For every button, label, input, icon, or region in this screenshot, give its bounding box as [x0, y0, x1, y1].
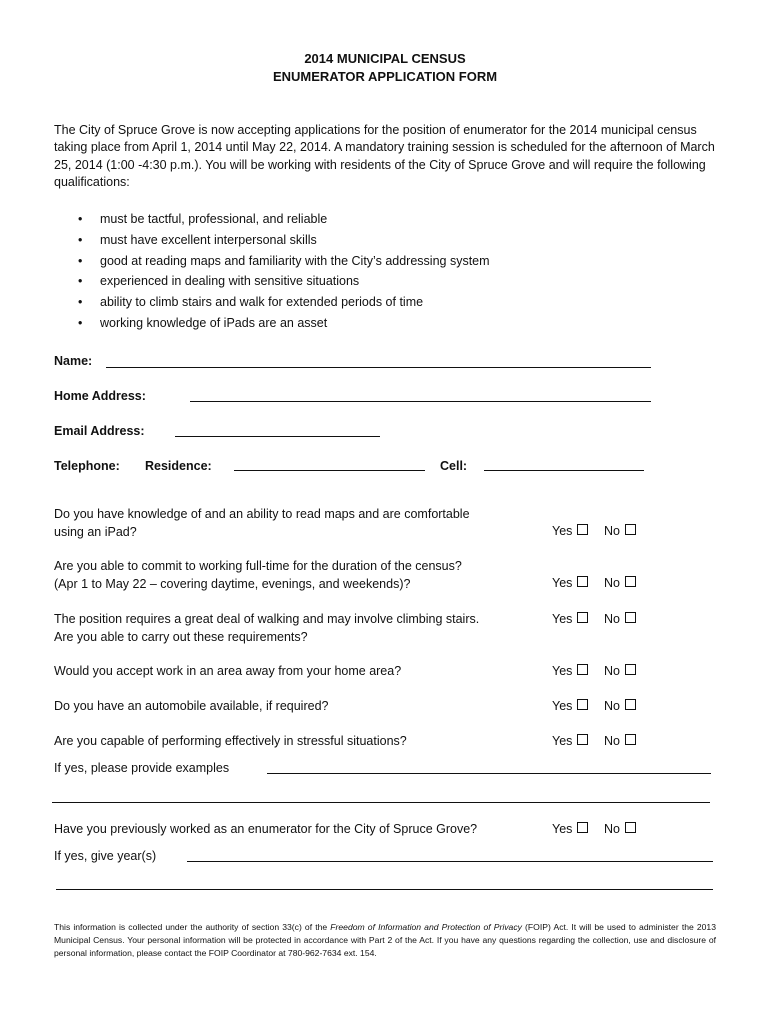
yes-option[interactable]	[552, 523, 588, 539]
qualification-text: must have excellent interpersonal skills	[100, 233, 317, 247]
question-text: Are you able to carry out these requirements?	[54, 630, 308, 644]
checkbox-icon[interactable]	[625, 524, 636, 535]
yes-option[interactable]	[552, 663, 588, 679]
no-label: No	[604, 734, 620, 748]
checkbox-icon[interactable]	[577, 699, 588, 710]
bullet-icon: •	[78, 274, 83, 288]
qualification-text: must be tactful, professional, and reliable	[100, 212, 328, 226]
question-text: Have you previously worked as an enumerator for the City of Spruce Grove?	[54, 822, 478, 836]
cell-label: Cell:	[440, 459, 468, 473]
list-item	[78, 253, 490, 269]
cell-phone-field[interactable]	[484, 470, 644, 471]
question-text: Are you able to commit to working full-time for the duration of the census?	[54, 559, 462, 573]
email-label: Email Address:	[54, 424, 145, 438]
yes-label: Yes	[552, 734, 573, 748]
examples-field[interactable]	[267, 773, 711, 774]
no-option[interactable]	[604, 663, 636, 679]
question-previous-enumerator	[54, 820, 477, 838]
question-full-time	[54, 557, 462, 593]
question-walking	[54, 610, 479, 646]
home-address-field[interactable]	[190, 401, 651, 402]
no-option[interactable]	[604, 611, 636, 627]
bullet-icon: •	[78, 295, 83, 309]
list-item	[78, 211, 328, 227]
checkbox-icon[interactable]	[625, 822, 636, 833]
list-item	[78, 232, 317, 248]
residence-label: Residence:	[145, 459, 212, 473]
no-option[interactable]	[604, 575, 636, 591]
examples-field-continued[interactable]	[52, 802, 710, 803]
checkbox-icon[interactable]	[577, 664, 588, 675]
no-label: No	[604, 664, 620, 678]
yes-label: Yes	[552, 524, 573, 538]
checkbox-icon[interactable]	[625, 664, 636, 675]
no-label: No	[604, 524, 620, 538]
yes-option[interactable]	[552, 611, 588, 627]
name-field[interactable]	[106, 367, 651, 368]
question-automobile	[54, 697, 328, 715]
list-item	[78, 294, 424, 310]
question-text: (Apr 1 to May 22 – covering daytime, evenings, and weekends)?	[54, 577, 411, 591]
no-option[interactable]	[604, 733, 636, 749]
no-label: No	[604, 576, 620, 590]
checkbox-icon[interactable]	[577, 822, 588, 833]
checkbox-icon[interactable]	[625, 734, 636, 745]
bullet-icon: •	[78, 316, 83, 330]
no-label: No	[604, 612, 620, 626]
question-text: Would you accept work in an area away from your home area?	[54, 664, 402, 678]
foip-text: (FOIP) Act. It will be used to administer the 2013 Municipal Census. Your personal information will be protected in accordance with Part 2 of the Act. If you have any questions regarding the collection, use and disclosure of personal information, please contact the FOIP Coordinator at 780-962-7634 ext. 154.	[54, 922, 716, 958]
years-field-continued[interactable]	[56, 889, 713, 890]
foip-notice	[54, 921, 716, 960]
question-stress	[54, 732, 407, 750]
yes-option[interactable]	[552, 575, 588, 591]
question-text: Do you have knowledge of and an ability to read maps and are comfortable	[54, 507, 470, 521]
bullet-icon: •	[78, 233, 83, 247]
no-option[interactable]	[604, 698, 636, 714]
no-label: No	[604, 822, 620, 836]
list-item	[78, 273, 360, 289]
checkbox-icon[interactable]	[625, 576, 636, 587]
bullet-icon: •	[78, 254, 83, 268]
telephone-label: Telephone:	[54, 459, 120, 473]
question-text: The position requires a great deal of walking and may involve climbing stairs.	[54, 612, 480, 626]
years-field[interactable]	[187, 861, 713, 862]
qualification-text: experienced in dealing with sensitive situations	[100, 274, 360, 288]
question-text: Are you capable of performing effectively in stressful situations?	[54, 734, 407, 748]
residence-phone-field[interactable]	[234, 470, 425, 471]
checkbox-icon[interactable]	[577, 612, 588, 623]
yes-option[interactable]	[552, 698, 588, 714]
question-maps-ipad	[54, 505, 470, 541]
yes-label: Yes	[552, 576, 573, 590]
question-text: using an iPad?	[54, 525, 137, 539]
bullet-icon: •	[78, 212, 83, 226]
name-label: Name:	[54, 354, 93, 368]
no-option[interactable]	[604, 523, 636, 539]
yes-label: Yes	[552, 664, 573, 678]
yes-label: Yes	[552, 822, 573, 836]
checkbox-icon[interactable]	[625, 612, 636, 623]
years-label: If yes, give year(s)	[54, 849, 157, 863]
no-option[interactable]	[604, 821, 636, 837]
qualification-text: ability to climb stairs and walk for extended periods of time	[100, 295, 424, 309]
question-away-area	[54, 662, 401, 680]
yes-label: Yes	[552, 699, 573, 713]
checkbox-icon[interactable]	[577, 734, 588, 745]
examples-label: If yes, please provide examples	[54, 761, 230, 775]
yes-option[interactable]	[552, 733, 588, 749]
qualification-text: working knowledge of iPads are an asset	[100, 316, 328, 330]
qualification-text: good at reading maps and familiarity with the City’s addressing system	[100, 254, 490, 268]
checkbox-icon[interactable]	[577, 524, 588, 535]
no-label: No	[604, 699, 620, 713]
question-text: Do you have an automobile available, if required?	[54, 699, 329, 713]
checkbox-icon[interactable]	[625, 699, 636, 710]
intro-paragraph: The City of Spruce Grove is now accepting applications for the position of enumerator for the 2014 municipal census taking place from April 1, 2014 until May 22, 2014. A mandatory training session is scheduled for the afternoon of March 25, 2014 (1:00 -4:30 p.m.). You will be working with residents of the City of Spruce Grove and will require the following qualifications:	[54, 123, 715, 190]
form-title: 2014 MUNICIPAL CENSUS	[304, 51, 466, 66]
email-field[interactable]	[175, 436, 380, 437]
foip-act-name: Freedom of Information and Protection of Privacy	[330, 922, 522, 932]
yes-option[interactable]	[552, 821, 588, 837]
list-item	[78, 315, 328, 331]
home-address-label: Home Address:	[54, 389, 146, 403]
foip-text: This information is collected under the authority of section 33(c) of the	[54, 922, 331, 932]
checkbox-icon[interactable]	[577, 576, 588, 587]
yes-label: Yes	[552, 612, 573, 626]
form-subtitle: ENUMERATOR APPLICATION FORM	[272, 69, 498, 84]
